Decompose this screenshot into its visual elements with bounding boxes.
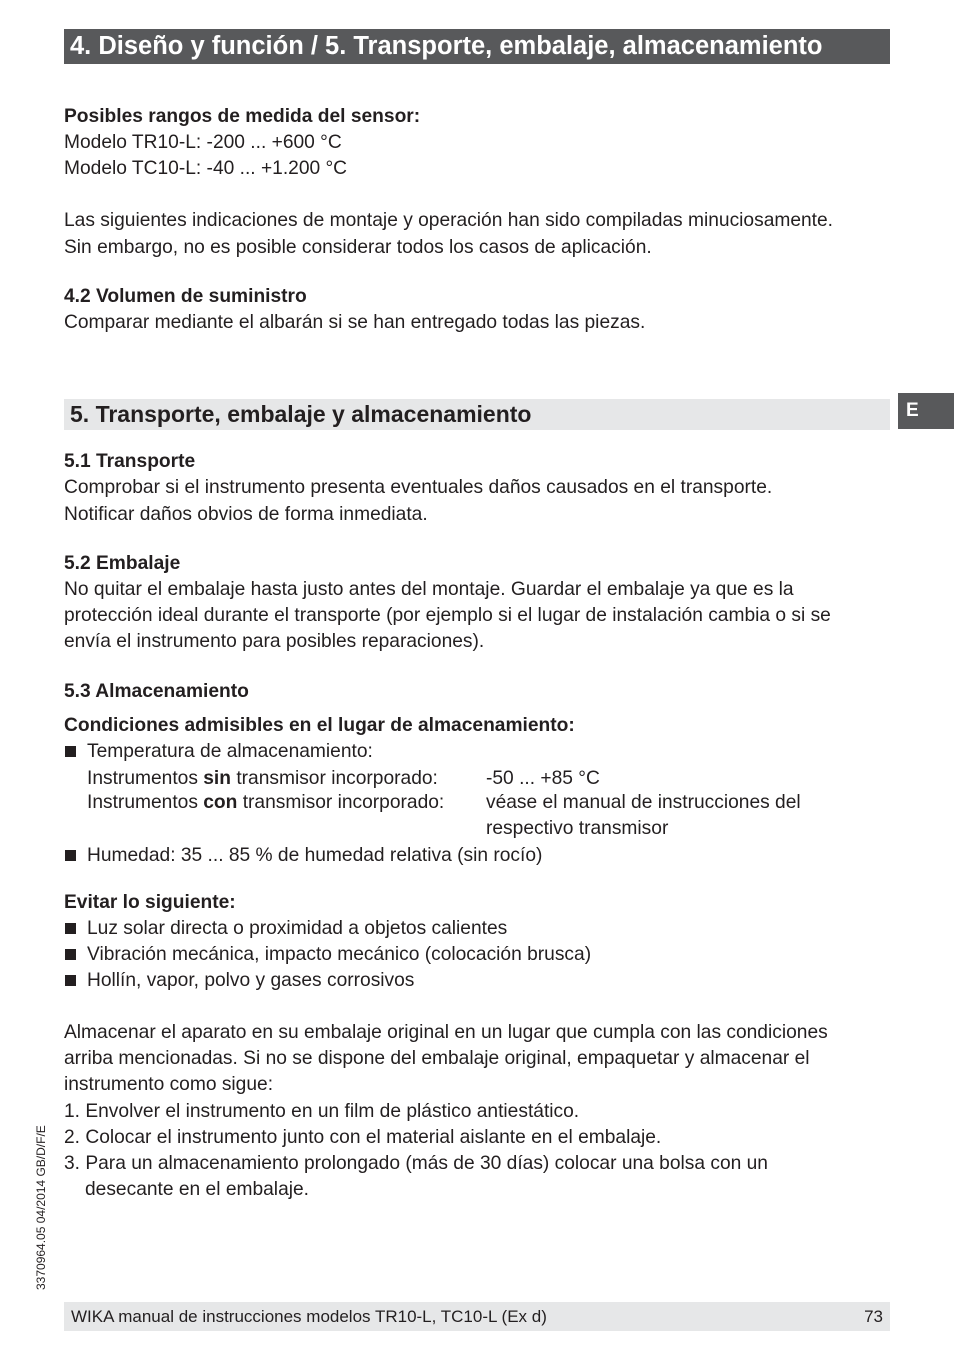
- section-5-bar: [64, 399, 890, 430]
- scope-heading: 4.2 Volumen de suministro: [64, 286, 307, 307]
- page-header-title: 4. Diseño y función / 5. Transporte, embalaje, almacenamiento: [70, 32, 823, 60]
- transport-line-1: Comprobar si el instrumento presenta eventuales daños causados en el transporte.: [64, 477, 773, 498]
- sensor-ranges-heading: Posibles rangos de medida del sensor:: [64, 106, 421, 127]
- storage-temp-label: Temperatura de almacenamiento:: [87, 741, 373, 762]
- intro-line-2: Sin embargo, no es posible considerar todos los casos de aplicación.: [64, 237, 652, 258]
- storage-humidity: Humedad: 35 ... 85 % de humedad relativa (sin rocío): [87, 845, 543, 866]
- sensor-range-tc10: Modelo TC10-L: -40 ... +1.200 °C: [64, 158, 348, 179]
- storage-conditions-heading: Condiciones admisibles en el lugar de almacenamiento:: [64, 715, 575, 736]
- storage-row-with-transmitter: Instrumentos con transmisor incorporado:: [87, 792, 445, 813]
- transport-heading: 5.1 Transporte: [64, 451, 196, 472]
- bullet-square: [65, 949, 76, 960]
- page-header-bar: [64, 29, 890, 64]
- bullet-square: [65, 975, 76, 986]
- page-number: 73: [864, 1307, 883, 1326]
- transport-line-2: Notificar daños obvios de forma inmediata.: [64, 504, 428, 525]
- language-tab-label: E: [906, 400, 919, 421]
- packaging-line-1: No quitar el embalaje hasta justo antes del montaje. Guardar el embalaje ya que es la: [64, 579, 794, 600]
- storage-step-3: 3. Para un almacenamiento prolongado (más de 30 días) colocar una bolsa con un: [64, 1153, 768, 1174]
- section-5-title: 5. Transporte, embalaje y almacenamiento: [70, 401, 532, 427]
- storage-step-3-continued: desecante en el embalaje.: [85, 1179, 310, 1200]
- bullet-square: [65, 746, 76, 757]
- storage-para-line-3: instrumento como sigue:: [64, 1074, 274, 1095]
- packaging-line-2: protección ideal durante el transporte (por ejemplo si el lugar de instalación cambia o si se: [64, 605, 831, 626]
- storage-step-2: 2. Colocar el instrumento junto con el material aislante en el embalaje.: [64, 1127, 662, 1148]
- avoid-item: Hollín, vapor, polvo y gases corrosivos: [87, 970, 415, 991]
- storage-para-line-2: arriba mencionadas. Si no se dispone del embalaje original, empaquetar y almacenar el: [64, 1048, 810, 1069]
- sensor-range-tr10: Modelo TR10-L: -200 ... +600 °C: [64, 132, 342, 153]
- storage-para-line-1: Almacenar el aparato en su embalaje original en un lugar que cumpla con las condiciones: [64, 1022, 828, 1043]
- bullet-square: [65, 850, 76, 861]
- packaging-line-3: envía el instrumento para posibles reparaciones).: [64, 631, 485, 652]
- avoid-item: Vibración mecánica, impacto mecánico (colocación brusca): [87, 944, 592, 965]
- packaging-heading: 5.2 Embalaje: [64, 553, 181, 574]
- document-code: 3370964.05 04/2014 GB/D/F/E: [34, 1125, 48, 1290]
- storage-row-without-transmitter: Instrumentos sin transmisor incorporado:: [87, 768, 438, 789]
- storage-heading: 5.3 Almacenamiento: [64, 681, 249, 702]
- avoid-heading: Evitar lo siguiente:: [64, 892, 236, 913]
- footer-text: WIKA manual de instrucciones modelos TR10-L, TC10-L (Ex d): [71, 1307, 547, 1326]
- scope-text: Comparar mediante el albarán si se han entregado todas las piezas.: [64, 312, 646, 333]
- avoid-item: Luz solar directa o proximidad a objetos calientes: [87, 918, 508, 939]
- page-footer: [64, 1302, 890, 1331]
- intro-line-1: Las siguientes indicaciones de montaje y operación han sido compiladas minuciosamente.: [64, 210, 834, 231]
- storage-temp-value-with-1: véase el manual de instrucciones del: [486, 792, 801, 813]
- language-tab: [898, 393, 954, 429]
- storage-temp-value-without: -50 ... +85 °C: [486, 768, 600, 789]
- storage-step-1: 1. Envolver el instrumento en un film de plástico antiestático.: [64, 1101, 580, 1122]
- bullet-square: [65, 923, 76, 934]
- storage-temp-value-with-2: respectivo transmisor: [486, 818, 669, 839]
